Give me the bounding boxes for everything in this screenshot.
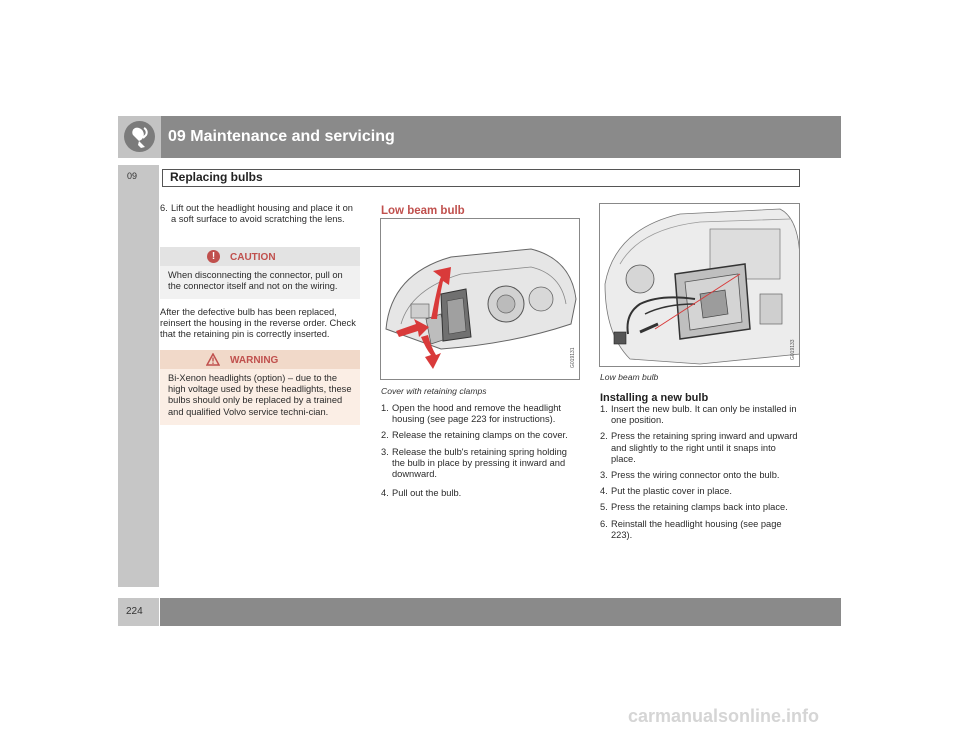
- install-step-4: 4. Put the plastic cover in place.: [600, 486, 732, 497]
- caution-title: CAUTION: [230, 252, 276, 263]
- wrench-icon: [124, 121, 155, 152]
- cover-clamps-illustration: [380, 218, 580, 380]
- install-step-2: 2. Press the retaining spring inward and upward and slightly to the right until it snaps into place.: [600, 431, 798, 464]
- step-6: 6. Lift out the headlight housing and place it on a soft surface to avoid scratching the lens.: [160, 203, 353, 225]
- warning-triangle-icon: [206, 353, 220, 366]
- watermark: carmanualsonline.info: [628, 706, 820, 726]
- removal-step-2: 2. Release the retaining clamps on the cover.: [381, 430, 568, 441]
- removal-step-4: 4. Pull out the bulb.: [381, 488, 462, 499]
- image-code-1: G019131: [570, 347, 576, 368]
- footer-bar: [160, 598, 841, 626]
- install-step-5: 5. Press the retaining clamps back into place.: [600, 502, 788, 513]
- section-title: Replacing bulbs: [170, 170, 263, 184]
- removal-step-1: 1. Open the hood and remove the headlight housing (see page 223 for instructions).: [381, 403, 562, 425]
- warning-title: WARNING: [230, 355, 279, 366]
- install-step-1: 1. Insert the new bulb. It can only be installed in one position.: [600, 404, 797, 426]
- warning-box: [160, 350, 360, 425]
- cover-caption: Cover with retaining clamps: [381, 386, 487, 396]
- caution-box: [160, 247, 360, 299]
- image-code-2: G019133: [790, 339, 796, 360]
- install-step-6: 6. Reinstall the headlight housing (see page 223).: [600, 518, 782, 540]
- bulb-caption: Low beam bulb: [600, 372, 659, 382]
- page-number: 224: [126, 606, 143, 617]
- low-beam-bulb-illustration: [599, 203, 800, 367]
- chapter-title: 09 Maintenance and servicing: [168, 128, 395, 145]
- after-replacement-text: After the defective bulb has been replaced, reinsert the housing in the reverse order. Check that the retaining pin is correctly inserted.: [160, 307, 356, 340]
- removal-steps: [381, 403, 581, 499]
- caution-text: When disconnecting the connector, pull on the connector itself and not on the wiring.: [160, 266, 360, 299]
- chapter-side-tab: [118, 165, 159, 587]
- installing-title: Installing a new bulb: [600, 392, 709, 404]
- install-steps: [600, 404, 800, 541]
- chapter-number: 09: [127, 171, 138, 181]
- warning-text: Bi-Xenon headlights (option) – due to the high voltage used by these headlights, these bulbs should only be replaced by a trained and qualified Volvo service techni-cian.: [160, 369, 360, 425]
- caution-icon: !: [207, 250, 220, 263]
- removal-step-3: 3. Release the bulb's retaining spring holding the bulb in place by pressing it inward and downward.: [381, 446, 567, 480]
- low-beam-title: Low beam bulb: [381, 205, 465, 217]
- install-step-3: 3. Press the wiring connector onto the bulb.: [600, 470, 780, 481]
